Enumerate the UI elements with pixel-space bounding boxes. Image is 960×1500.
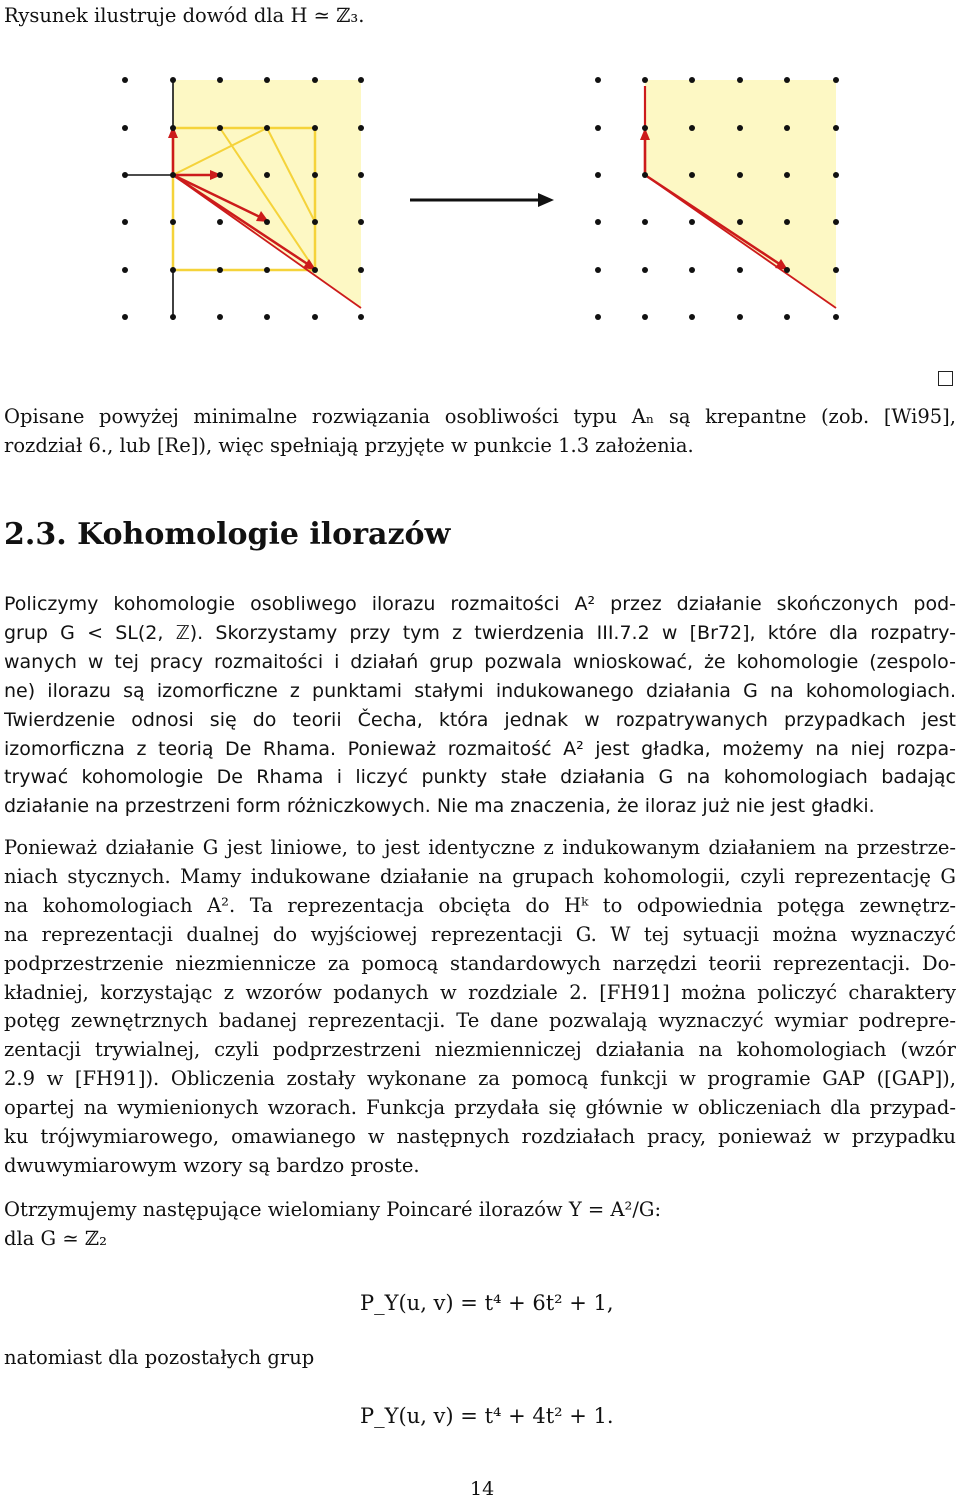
paragraph-2 [4, 834, 956, 1181]
paragraph-line: potęg zewnętrznych badanej reprezentacji. Te dane pozwalają wyznaczyć wymiar podrepre- [4, 1009, 956, 1033]
paragraph-line: na kohomologiach A². Ta reprezentacja obcięta do Hᵏ to odpowiednia potęga zewnętrz- [4, 893, 956, 917]
qed-square [938, 371, 953, 386]
paragraph-line: Policzymy kohomologie osobliwego ilorazu rozmaitości A² przez działanie skończonych pod- [4, 593, 956, 615]
left-diagram [122, 77, 364, 320]
section-title: 2.3. Kohomologie ilorazów [4, 517, 451, 552]
other-groups-text: natomiast dla pozostałych grup [4, 1346, 315, 1369]
paragraph-line: na reprezentacji dualnej do wyjściowej reprezentacji G. W tej sytuacji można wyznaczyć [4, 922, 956, 946]
paragraph-line: Otrzymujemy następujące wielomiany Poincaré ilorazów Y = A²/G: [4, 1198, 662, 1221]
paragraph-line: trywać kohomologie De Rhama i liczyć punkty stałe działania G na kohomologiach badając [4, 766, 956, 789]
paragraph-line: izomorficzna z teorią De Rhama. Ponieważ rozmaitość A² jest gładka, możemy na niej rozpa- [4, 737, 956, 760]
paragraph-1 [4, 590, 956, 821]
paragraph-line: niach stycznych. Mamy indukowane działanie na grupach kohomologii, czyli reprezentację G [4, 864, 956, 888]
paragraph-line: grup G < SL(2, ℤ). Skorzystamy przy tym z twierdzenia III.7.2 w [Br72], które dla rozpatry- [4, 621, 956, 644]
paragraph-line: zentacji trywialnej, czyli podprzestrzeni niezmienniczej działania na kohomologiach (wzór [4, 1038, 956, 1062]
paragraph-line: kładniej, korzystając z wzorów podanych w rozdziale 2. [FH91] można policzyć charaktery [4, 980, 956, 1004]
right-diagram [595, 77, 839, 320]
paragraph-line: Twierdzenie odnosi się do teorii Čecha, która jednak w rozpatrywanych przypadkach jest [4, 708, 956, 731]
paragraph-line: ne) ilorazu są izomorficzne z punktami stałymi indukowanego działania G na kohomologiach. [4, 679, 956, 702]
paragraph-line: Ponieważ działanie G jest liniowe, to jest identyczne z indukowanym działaniem na przestrze- [4, 836, 956, 859]
after-figure-paragraph [4, 403, 956, 461]
intro-text: Rysunek ilustruje dowód dla H ≃ ℤ₃. [4, 4, 365, 27]
transform-arrow [410, 193, 554, 207]
paragraph-line: dwuwymiarowym wzory są bardzo proste. [4, 1153, 420, 1177]
poincare-formula-z2: P_Y(u, v) = t⁴ + 6t² + 1, [360, 1291, 614, 1315]
paragraph-line: opartej na wymienionych wzorach. Funkcja przydała się głównie w obliczeniach dla przypad- [4, 1096, 956, 1120]
page-number: 14 [470, 1478, 495, 1500]
after-figure-line: Opisane powyżej minimalne rozwiązania osobliwości typu Aₙ są krepantne (zob. [Wi95], [4, 405, 956, 428]
paragraph-line: dla G ≃ ℤ₂ [4, 1226, 107, 1250]
after-figure-line: rozdział 6., lub [Re]), więc spełniają przyjęte w punkcie 1.3 założenia. [4, 433, 694, 457]
paragraph-line: 2.9 w [FH91]). Obliczenia zostały wykonane za pomocą funkcji w programie GAP ([GAP]), [4, 1067, 956, 1091]
poincare-formula-others: P_Y(u, v) = t⁴ + 4t² + 1. [360, 1404, 614, 1428]
paragraph-line: podprzestrzenie niezmiennicze za pomocą standardowych narzędzi teorii reprezentacji. Do- [4, 951, 956, 975]
paragraph-line: działanie na przestrzeni form różniczkowych. Nie ma znaczenia, że iloraz już nie jest gładki. [4, 795, 875, 818]
paragraph-3 [4, 1196, 956, 1254]
lattice-figure [0, 58, 960, 338]
paragraph-line: ku trójwymiarowego, omawianego w następnych rozdziałach pracy, ponieważ w przypadku [4, 1125, 956, 1149]
paragraph-line: wanych w tej pracy rozmaitości i działań grup pozwala wnioskować, że kohomologie (zespolo- [4, 650, 956, 673]
